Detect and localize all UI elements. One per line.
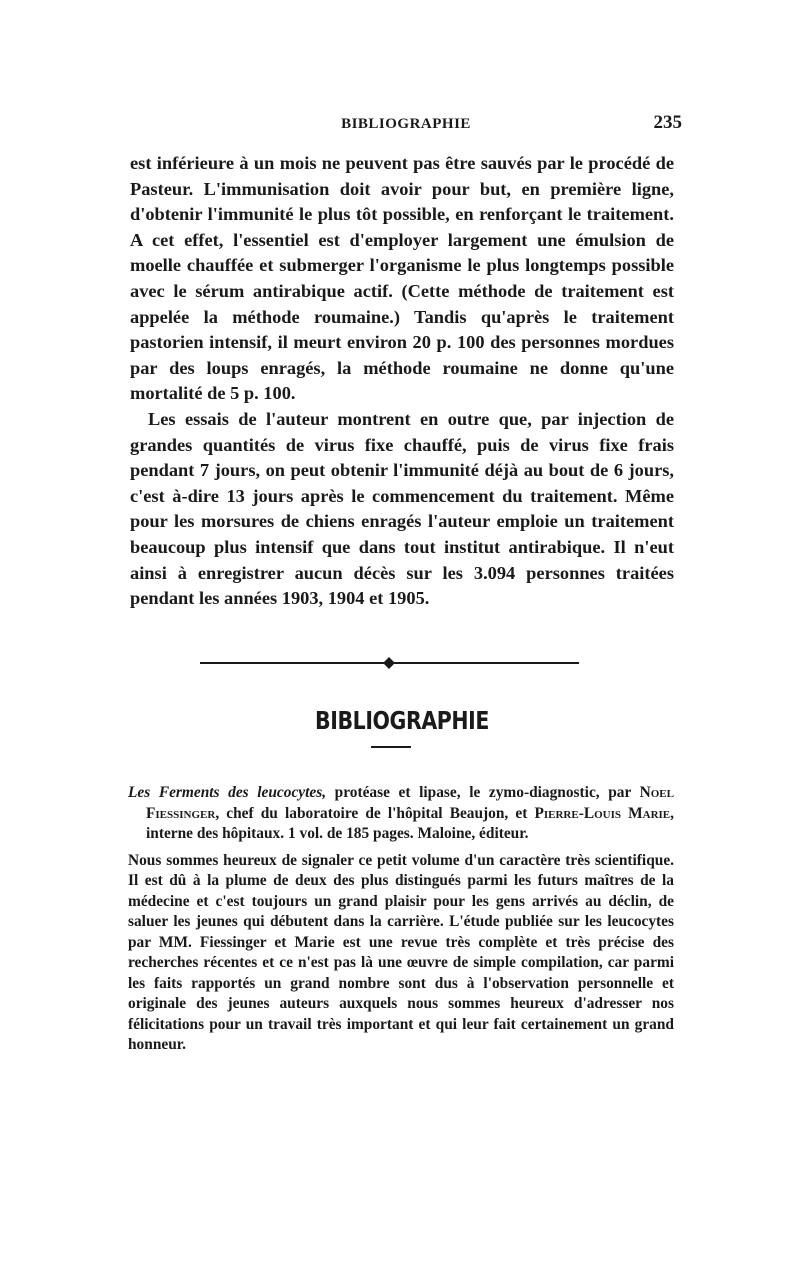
running-title: BIBLIOGRAPHIE bbox=[341, 116, 471, 132]
divider-ornament-icon bbox=[383, 657, 395, 669]
paragraph: est inférieure à un mois ne peuvent pas être sauvés par le procédé de Pasteur. L'immunisation doit avoir pour but, en première ligne, d'obtenir l'immunité le plus tôt possible, en renforçant le traitement. A cet effet, l'essentiel est d'employer largement une émulsion de moelle chauffée et submerger l'organisme le plus longtemps possible avec le sérum antirabique actif. (Cette méthode de traitement est appelée la méthode roumaine.) Tandis qu'après le traitement pastorien intensif, il meurt environ 20 p. 100 des personnes mordues par des loups enragés, la méthode roumaine ne donne qu'une mortalité de 5 p. 100. bbox=[130, 153, 674, 404]
section-heading: BIBLIOGRAPHIE bbox=[315, 706, 489, 735]
citation-text: interne des hôpitaux. 1 vol. de 185 pages. Maloine, éditeur. bbox=[146, 825, 529, 842]
citation-text: protéase et lipase, le zymo-diagnostic, par bbox=[326, 784, 640, 801]
work-title: Les Ferments des leucocytes, bbox=[128, 784, 327, 801]
running-head bbox=[130, 112, 682, 138]
body-text bbox=[130, 151, 674, 612]
citation-text: chef du laboratoire de l'hôpital Beaujon, et bbox=[219, 804, 535, 822]
entry-citation bbox=[128, 783, 674, 845]
bibliography-entry bbox=[128, 783, 674, 1056]
paragraph: Les essais de l'auteur montrent en outre que, par injection de grandes quantités de virus fixe chauffé, puis de virus fixe frais pendant 7 jours, on peut obtenir l'immunité déjà au bout de 6 jours, c'est à-dire 13 jours après le commencement du traitement. Même pour les morsures de chiens enragés l'auteur emploie un traitement beaucoup plus intensif que dans tout institut antirabique. Il n'eut ainsi à enregistrer aucun décès sur les 3.094 personnes traitées pendant les années 1903, 1904 et 1905. bbox=[130, 408, 674, 609]
author-name: Noel Fiessinger, bbox=[146, 784, 674, 822]
author-name: Pierre-Louis Marie, bbox=[534, 804, 674, 822]
heading-rule bbox=[371, 746, 411, 748]
page-number: 235 bbox=[653, 112, 682, 133]
review-text: Nous sommes heureux de signaler ce petit volume d'un caractère très scientifique. Il est dû à la plume de deux des plus distingués parmi les futurs maîtres de la médecine et c'est toujours un grand plaisir pour les gens arrivés au déclin, de saluer les jeunes qui débutent dans la carrière. L'étude publiée sur les leucocytes par MM. Fiessinger et Marie est une revue très complète et très précise des recherches récentes et ce n'est pas là une œuvre de simple compilation, car parmi les faits rapportés un grand nombre sont dus à l'observation personnelle et originale des jeunes auteurs auxquels nous sommes heureux d'adresser nos félicitations pour un travail très important et qui leur fait certainement un grand honneur. bbox=[128, 851, 674, 1053]
section-divider bbox=[200, 656, 579, 670]
